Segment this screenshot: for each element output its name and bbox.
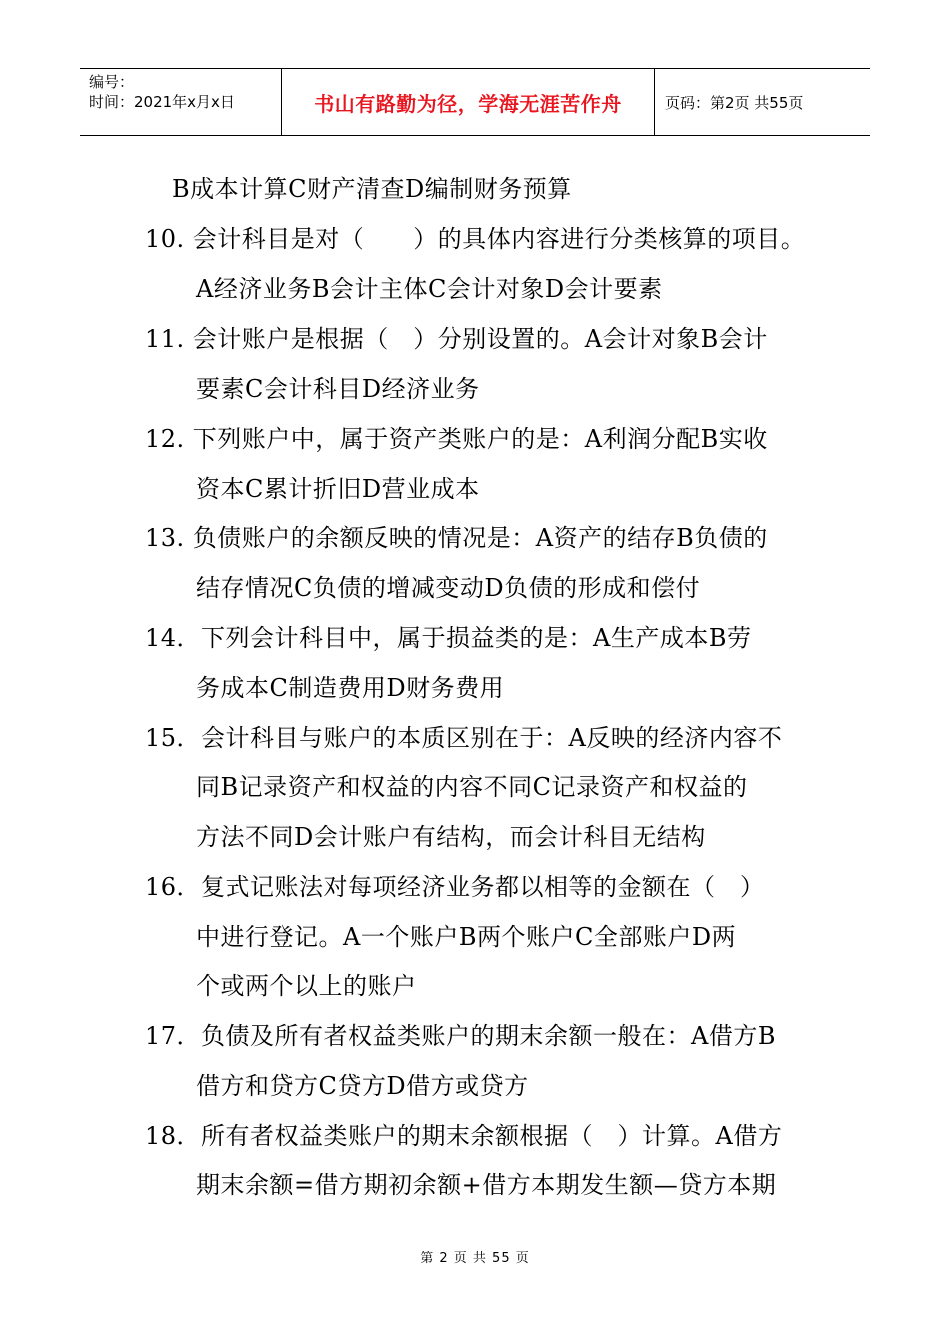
question-15: 15．会计科目与账户的本质区别在于：A反映的经济内容不	[145, 724, 783, 752]
question-17: 17．负债及所有者权益类账户的期末余额一般在：A借方B	[145, 1022, 777, 1050]
body-line: 同B记录资产和权益的内容不同C记录资产和权益的	[196, 773, 748, 801]
document-time-label: 时间：2021年x月x日	[89, 93, 235, 111]
body-line: 借方和贷方C贷方D借方或贷方	[196, 1072, 529, 1100]
question-16: 16．复式记账法对每项经济业务都以相等的金额在（ ）	[145, 873, 765, 901]
question-18: 18．所有者权益类账户的期末余额根据（ ）计算。A借方	[145, 1122, 783, 1150]
question-12: 12. 下列账户中，属于资产类账户的是：A利润分配B实收	[145, 425, 768, 453]
question-13: 13. 负债账户的余额反映的情况是：A资产的结存B负债的	[145, 524, 768, 552]
question-11: 11. 会计账户是根据（ ）分别设置的。A会计对象B会计	[145, 325, 768, 353]
body-line: 要素C会计科目D经济业务	[196, 375, 480, 403]
header-page-info: 页码：第2页 共55页	[665, 93, 804, 112]
page-header	[80, 68, 870, 136]
body-line: 中进行登记。A一个账户B两个账户C全部账户D两	[196, 923, 737, 951]
body-line: 个或两个以上的账户	[196, 972, 417, 1000]
page-footer: 第 2 页 共 55 页	[420, 1251, 530, 1266]
question-10: 10. 会计科目是对（ ）的具体内容进行分类核算的项目。	[145, 225, 806, 253]
header-meta-cell	[80, 69, 282, 135]
document-number-label: 编号：	[89, 73, 135, 91]
body-line: 方法不同D会计账户有结构，而会计科目无结构	[196, 823, 706, 851]
body-line: B成本计算C财产清查D编制财务预算	[172, 175, 572, 203]
question-14: 14．下列会计科目中，属于损益类的是：A生产成本B劳	[145, 624, 752, 652]
body-line: 结存情况C负债的增减变动D负债的形成和偿付	[196, 574, 701, 602]
body-line: 务成本C制造费用D财务费用	[196, 674, 505, 702]
header-motto: 书山有路勤为径，学海无涯苦作舟	[282, 69, 655, 135]
body-line: A经济业务B会计主体C会计对象D会计要素	[196, 275, 663, 303]
body-line: 资本C累计折旧D营业成本	[196, 475, 480, 503]
body-line: 期末余额=借方期初余额+借方本期发生额—贷方本期	[196, 1171, 777, 1199]
